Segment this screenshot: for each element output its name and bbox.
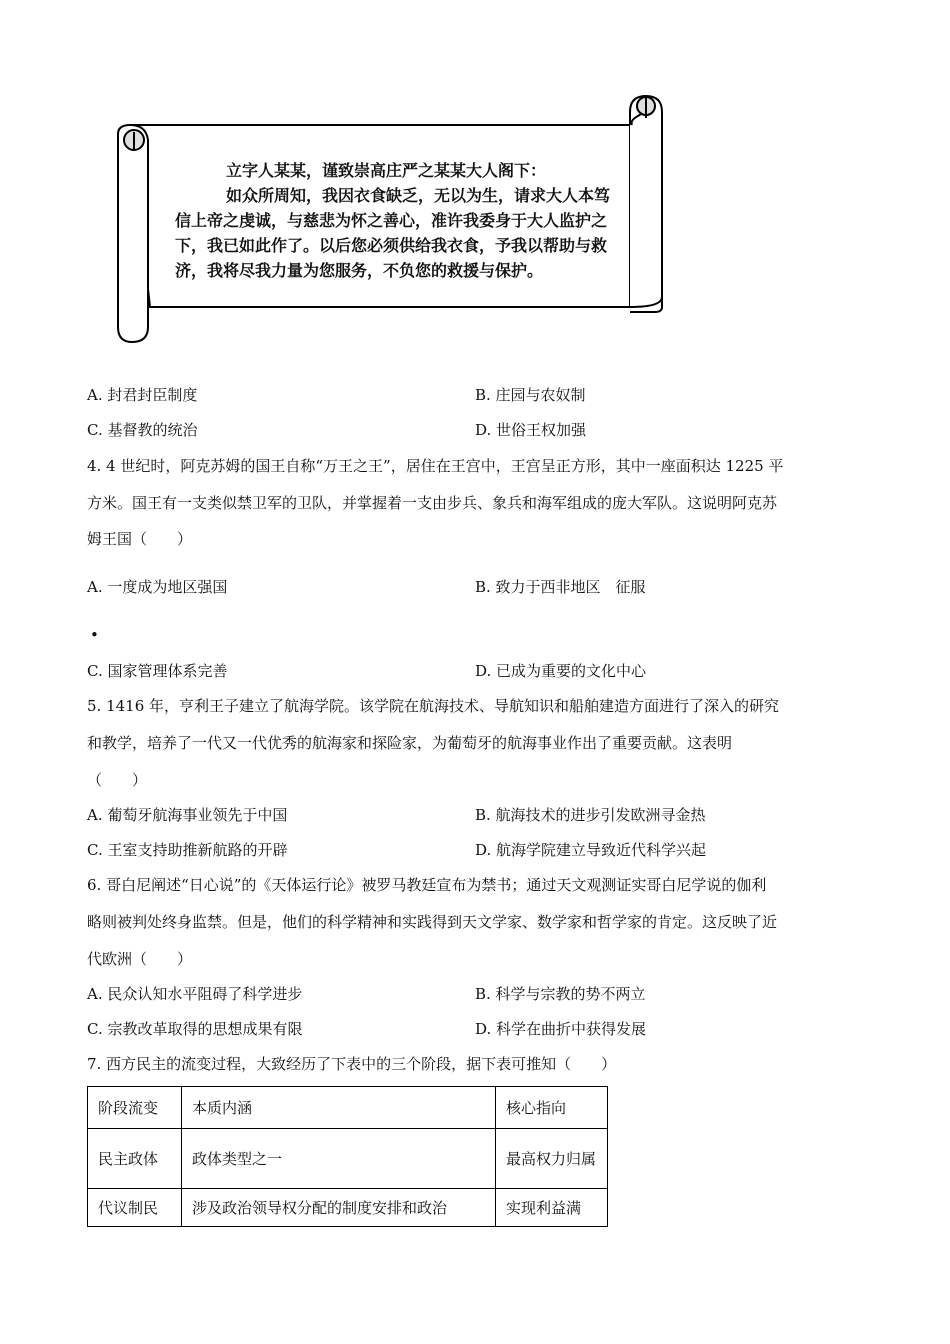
q3-option-b: B. 庄园与农奴制 bbox=[475, 386, 586, 404]
q6-option-b: B. 科学与宗教的势不两立 bbox=[475, 985, 646, 1003]
q4-option-b: B. 致力于西非地区 征服 bbox=[475, 578, 646, 596]
q5-stem-line-3: （ ） bbox=[87, 771, 148, 789]
q5-option-b: B. 航海技术的进步引发欧洲寻金热 bbox=[475, 806, 706, 824]
q7-table bbox=[87, 1086, 608, 1227]
q6-stem-line-3: 代欧洲（ ） bbox=[87, 950, 193, 968]
q3-option-a: A. 封君封臣制度 bbox=[87, 386, 198, 404]
q4-option-a: A. 一度成为地区强国 bbox=[87, 578, 228, 596]
q7-stem: 7. 西方民主的流变过程，大致经历了下表中的三个阶段，据下表可推知（ ） bbox=[87, 1055, 617, 1073]
scroll-line-3: 信上帝之虔诚，与慈悲为怀之善心，准许我委身于大人监护之 bbox=[175, 211, 608, 230]
scroll-line-1: 立字人某某，谨致崇高庄严之某某大人阁下： bbox=[226, 161, 547, 180]
q3-option-c: C. 基督教的统治 bbox=[87, 421, 198, 439]
q6-option-d: D. 科学在曲折中获得发展 bbox=[475, 1020, 647, 1038]
q4-stem-line-3: 姆王国（ ） bbox=[87, 530, 193, 548]
table-row bbox=[88, 1189, 608, 1227]
q5-stem-line-1: 5. 1416 年，亨利王子建立了航海学院。该学院在航海技术、导航知识和船舶建造方面进行了深入的研究 bbox=[87, 697, 780, 715]
table-header-row bbox=[88, 1087, 608, 1129]
scroll-line-5: 济，我将尽我力量为您服务，不负您的救援与保护。 bbox=[175, 261, 544, 280]
table-cell: 最高权力归属 bbox=[496, 1129, 608, 1189]
q5-option-a: A. 葡萄牙航海事业领先于中国 bbox=[87, 806, 288, 824]
table-row bbox=[88, 1129, 608, 1189]
q3-option-d: D. 世俗王权加强 bbox=[475, 421, 587, 439]
q4-stem-line-1: 4. 4 世纪时，阿克苏姆的国王自称“万王之王”，居住在王宫中，王宫呈正方形，其中一座面积达 1225 平 bbox=[87, 457, 784, 475]
table-cell: 代议制民 bbox=[88, 1189, 182, 1227]
q6-option-a: A. 民众认知水平阻碍了科学进步 bbox=[87, 985, 303, 1003]
q5-option-d: D. 航海学院建立导致近代科学兴起 bbox=[475, 841, 707, 859]
table-header-cell: 本质内涵 bbox=[182, 1087, 496, 1129]
q4-stem-line-2: 方米。国王有一支类似禁卫军的卫队，并掌握着一支由步兵、象兵和海军组成的庞大军队。这说明阿克苏 bbox=[87, 494, 778, 512]
table-header-cell: 阶段流变 bbox=[88, 1087, 182, 1129]
table-cell: 民主政体 bbox=[88, 1129, 182, 1189]
q5-option-c: C. 王室支持助推新航路的开辟 bbox=[87, 841, 288, 859]
q4-bullet-dot: • bbox=[90, 626, 99, 644]
q4-option-c: C. 国家管理体系完善 bbox=[87, 662, 228, 680]
q6-stem-line-2: 略则被判处终身监禁。但是，他们的科学精神和实践得到天文学家、数学家和哲学家的肯定。这反映了近 bbox=[87, 913, 778, 931]
table-cell: 涉及政治领导权分配的制度安排和政治 bbox=[182, 1189, 496, 1227]
q4-option-d: D. 已成为重要的文化中心 bbox=[475, 662, 647, 680]
table-cell: 实现利益满 bbox=[496, 1189, 608, 1227]
table-cell: 政体类型之一 bbox=[182, 1129, 496, 1189]
scroll-line-2: 如众所周知，我因衣食缺乏，无以为生，请求大人本笃 bbox=[226, 186, 611, 205]
table-header-cell: 核心指向 bbox=[496, 1087, 608, 1129]
q6-option-c: C. 宗教改革取得的思想成果有限 bbox=[87, 1020, 303, 1038]
scroll-line-4: 下，我已如此作了。以后您必须供给我衣食，予我以帮助与救 bbox=[175, 236, 608, 255]
q6-stem-line-1: 6. 哥白尼阐述“日心说”的《天体运行论》被罗马教廷宣布为禁书；通过天文观测证实哥白尼学说的伽利 bbox=[87, 876, 767, 894]
q5-stem-line-2: 和教学，培养了一代又一代优秀的航海家和探险家，为葡萄牙的航海事业作出了重要贡献。这表明 bbox=[87, 734, 733, 752]
